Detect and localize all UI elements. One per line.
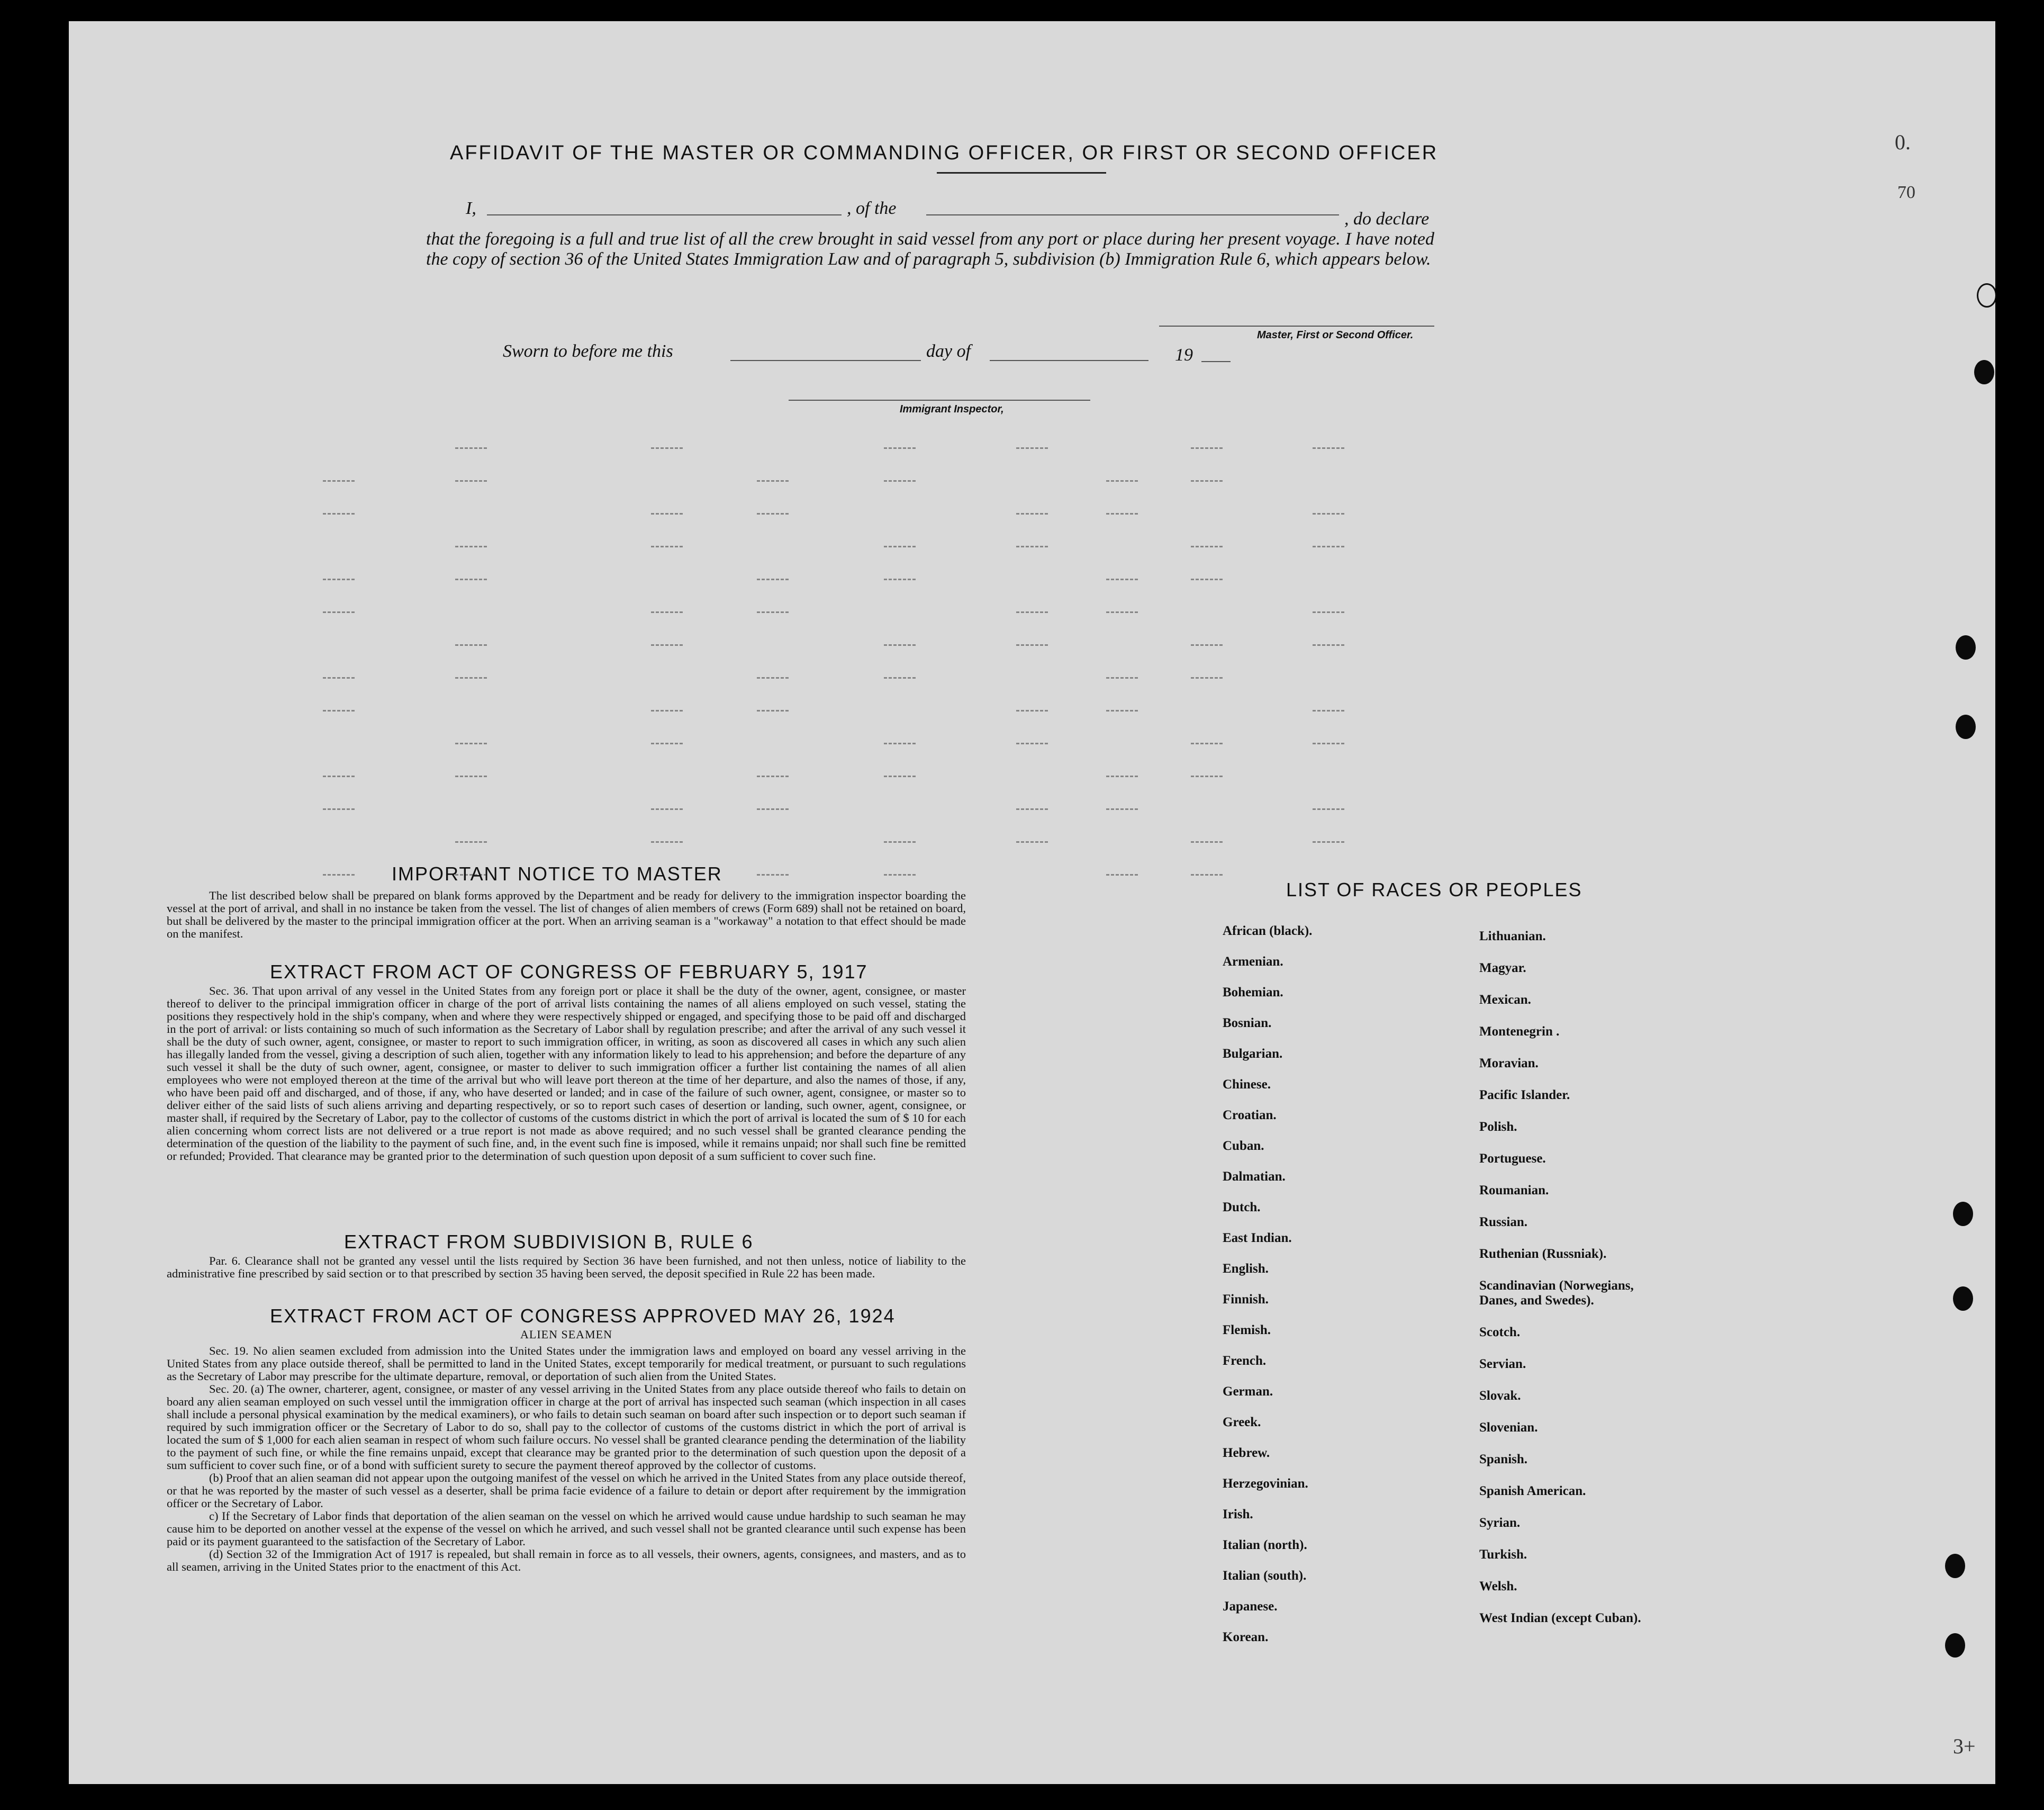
extract-1917-heading: EXTRACT FROM ACT OF CONGRESS OF FEBRUARY 5, 1917	[270, 961, 868, 983]
bleed-dash	[455, 743, 487, 744]
bleed-dash	[1016, 841, 1048, 843]
extract-1924-heading: EXTRACT FROM ACT OF CONGRESS APPROVED MAY 26, 1924	[270, 1305, 896, 1327]
binder-hole	[1956, 635, 1976, 660]
bleed-dash	[757, 710, 789, 712]
bleed-dash	[884, 480, 916, 482]
race-item: Bulgarian.	[1223, 1047, 1283, 1061]
margin-note-top-right-2: 70	[1897, 183, 1915, 202]
notice-text: The list described below shall be prepared on blank forms approved by the Department and be ready for delivery to the immigration inspector boarding the vessel at the port of arrival, and shall in no instance be taken from the vessel. The list of changes of alien members of crews (Form 689) shall not be retained on board, but shall be delivered by the master to the principal immigration officer at the port. When an arriving seaman is a "workaway" a notation to that effect should be made on the manifest.	[167, 889, 966, 940]
race-item: Spanish American.	[1479, 1484, 1586, 1498]
margin-note-bottom-right: 3+	[1953, 1734, 1976, 1758]
race-item: Mexican.	[1479, 993, 1531, 1007]
bleed-dash	[1016, 546, 1048, 547]
bleed-dash	[323, 710, 355, 712]
race-item: Magyar.	[1479, 961, 1526, 975]
bleed-dash	[455, 447, 487, 449]
race-item: German.	[1223, 1384, 1273, 1399]
bleed-dash	[1313, 710, 1344, 712]
bleed-dash	[323, 611, 355, 613]
race-item: Lithuanian.	[1479, 929, 1546, 943]
race-item: Scotch.	[1479, 1325, 1521, 1339]
bleed-dash	[1016, 644, 1048, 646]
bleed-dash	[455, 776, 487, 777]
binder-hole	[1953, 1202, 1973, 1226]
bleed-dash	[323, 677, 355, 679]
race-item: Spanish.	[1479, 1452, 1528, 1466]
bleed-dash	[1106, 611, 1138, 613]
sec-20a: Sec. 20. (a) The owner, charterer, agent, consignee, or master of any vessel arriving in the United States from any place outside thereof who fails to detain on board any alien seaman employed on such vessel until the immigration officer in charge at the port of arrival has inspected such seaman (which inspection in all cases shall include a personal physical examination by the medical examiners), or who fails to detain such seaman on board after such inspection or to deport such seaman if required by such immigration officer or the Secretary of Labor to do so, shall pay to the collector of customs of the customs district in which the port of arrival is located the sum of $ 1,000 for each alien seaman in respect of whom such failure occurs. No vessel shall be granted clearance pending the determination of the liability to the payment of such fine, or while the fine remains unpaid, except that clearance may be granted prior to the determination of such question upon the deposit of a sum sufficient to cover such fine, or of a bond with sufficient surety to secure the payment thereof approved by the collector of customs.	[167, 1382, 966, 1472]
binder-hole	[1956, 715, 1976, 739]
race-item: Armenian.	[1223, 954, 1283, 969]
bleed-dash	[884, 743, 916, 744]
bleed-dash	[323, 513, 355, 515]
inspector-line	[789, 400, 1090, 401]
vessel-blank	[926, 214, 1339, 215]
race-item: Hebrew.	[1223, 1446, 1270, 1460]
race-item: Italian (south).	[1223, 1569, 1307, 1583]
bleed-dash	[884, 841, 916, 843]
bleed-dash	[651, 611, 683, 613]
bleed-dash	[1313, 743, 1344, 744]
bleed-dash	[1106, 874, 1138, 876]
bleed-dash	[757, 513, 789, 515]
bleed-dash	[1106, 579, 1138, 580]
race-item: Syrian.	[1479, 1516, 1521, 1530]
race-item: Slovenian.	[1479, 1420, 1538, 1435]
race-item: Pacific Islander.	[1479, 1088, 1570, 1102]
bleed-dash	[1313, 546, 1344, 547]
bleed-dash	[1106, 480, 1138, 482]
bleed-dash	[757, 677, 789, 679]
binder-hole	[1977, 283, 1995, 308]
bleed-dash	[455, 677, 487, 679]
bleed-dash	[884, 874, 916, 876]
bleed-dash	[651, 644, 683, 646]
bleed-dash	[884, 447, 916, 449]
race-item: Portuguese.	[1479, 1151, 1546, 1166]
bleed-dash	[1106, 710, 1138, 712]
race-item: Russian.	[1479, 1215, 1528, 1229]
bleed-dash	[1106, 677, 1138, 679]
race-item: Welsh.	[1479, 1579, 1517, 1593]
binder-hole	[1974, 360, 1994, 384]
bleed-dash	[323, 808, 355, 810]
bleed-dash	[651, 841, 683, 843]
sworn-day-blank	[730, 360, 921, 361]
race-item: Croatian.	[1223, 1108, 1277, 1122]
bleed-dash	[884, 579, 916, 580]
bleed-dash	[1313, 447, 1344, 449]
affidavit-of-the: , of the	[847, 199, 897, 218]
race-item: Bosnian.	[1223, 1016, 1272, 1030]
bleed-dash	[323, 874, 355, 876]
day-of-label: day of	[926, 341, 971, 361]
extract-1917-text: Sec. 36. That upon arrival of any vessel in the United States from any foreign port or place it shall be the duty of the owner, agent, consignee, or master thereof to deliver to the principal immigration officer in charge of the port of arrival lists containing the names of all aliens employed on such vessel, stating the positions they respectively hold in the ship's company, when and where they were respectively shipped or engaged, and specifying those to be paid off and discharged in the port of arrival: or lists containing so much of such information as the Secretary of Labor shall by regulation prescribe; and after the arrival of any such vessel it shall be the duty of such owner, agent, consignee, or master to report to such immigration officer, in writing, as soon as discovered all cases in which any such alien has illegally landed from the vessel, giving a description of such alien, together with any information likely to lead to his apprehension; and before the departure of any such vessel it shall be the duty of such owner, agent, consignee, or master to deliver to such immigration officer a further list containing the names of all alien employees who were not employed thereon at the time of the arrival but who will leave port thereon at the time of her departure, and also the names of those, if any, who have been paid off and discharged, and of those, if any, who have deserted or landed; and in case of the failure of such owner, agent, consignee, or master so to deliver either of the said lists of such aliens arriving and departing respectively, or so to report such cases of desertion or landing, such owner, agent, consignee, or master shall, if required by the Secretary of Labor, pay to the collector of customs of the customs district in which the port of arrival is located the sum of $ 10 for each alien concerning whom correct lists are not delivered or a true report is not made as above required; and no such vessel shall be granted clearance pending the determination of the question of the liability to the payment of such fine, and, in the event such fine is imposed, while it remains unpaid; nor shall such fine be remitted or refunded; Provided. That clearance may be granted prior to the determination of such question upon deposit of a sum sufficient to cover such fine.	[167, 984, 966, 1163]
bleed-dash	[651, 546, 683, 547]
race-item: Moravian.	[1479, 1056, 1539, 1070]
bleed-dash	[757, 611, 789, 613]
bleed-dash	[455, 579, 487, 580]
race-item: Italian (north).	[1223, 1538, 1307, 1552]
race-item: Finnish.	[1223, 1292, 1269, 1307]
race-item: Dalmatian.	[1223, 1169, 1286, 1184]
race-item: English.	[1223, 1262, 1269, 1276]
race-item: Cuban.	[1223, 1139, 1264, 1153]
bleed-dash	[1016, 710, 1048, 712]
bleed-dash	[323, 480, 355, 482]
signature-line	[1159, 326, 1434, 327]
bleed-dash	[1191, 776, 1223, 777]
bleed-dash	[1313, 611, 1344, 613]
year-blank	[1201, 361, 1231, 362]
bleed-dash	[757, 579, 789, 580]
affidavit-do-declare: , do declare	[1344, 209, 1430, 229]
manifest-page	[69, 21, 1995, 1784]
bleed-dash	[1191, 841, 1223, 843]
bleed-dash	[1191, 644, 1223, 646]
bleed-dash	[1191, 677, 1223, 679]
rule6-text: Par. 6. Clearance shall not be granted any vessel until the lists required by Section 36 have been furnished, and not then unless, notice of liability to the administrative fine prescribed by said section or to that prescribed by section 35 having been served, the deposit specified in Rule 22 has been made.	[167, 1254, 966, 1280]
bleed-dash	[651, 513, 683, 515]
race-item: Turkish.	[1479, 1547, 1527, 1562]
race-item: Irish.	[1223, 1507, 1253, 1521]
race-item: East Indian.	[1223, 1231, 1292, 1245]
races-heading: LIST OF RACES OR PEOPLES	[1286, 879, 1582, 901]
race-item: Chinese.	[1223, 1077, 1271, 1092]
bleed-dash	[757, 480, 789, 482]
race-item: Ruthenian (Russniak).	[1479, 1247, 1607, 1261]
race-item: Herzegovinian.	[1223, 1476, 1308, 1491]
affidavit-declaration: that the foregoing is a full and true list of all the crew brought in said vessel from any port or place during her present voyage. I have noted the copy of section 36 of the United States Immigration Law and of paragraph 5, subdivision (b) Immigration Rule 6, which appears below.	[426, 229, 1434, 269]
bleed-dash	[757, 874, 789, 876]
affidavit-i-label: I,	[466, 199, 476, 218]
bleed-dash	[1106, 808, 1138, 810]
bleed-dash	[455, 480, 487, 482]
bleed-dash	[651, 447, 683, 449]
race-item: Servian.	[1479, 1357, 1526, 1371]
bleed-dash	[651, 743, 683, 744]
bleed-dash	[884, 776, 916, 777]
race-item: Korean.	[1223, 1630, 1269, 1644]
bleed-dash	[455, 841, 487, 843]
bleed-dash	[1016, 743, 1048, 744]
race-item: Dutch.	[1223, 1200, 1261, 1214]
race-item: Scandinavian (Norwegians, Danes, and Swedes).	[1479, 1278, 1634, 1308]
bleed-dash	[1313, 644, 1344, 646]
name-blank	[487, 214, 842, 215]
bleed-dash	[1106, 776, 1138, 777]
bleed-dash	[757, 808, 789, 810]
sec-19: Sec. 19. No alien seamen excluded from admission into the United States under the immigration laws and employed on board any vessel arriving in the United States from any place outside thereof, shall be permitted to land in the United States, except temporarily for medical treatment, or pursuant to such regulations as the Secretary of Labor may prescribe for the ultimate departure, removal, or deportation of such alien from the United States.	[167, 1344, 966, 1383]
alien-seamen-subheading: ALIEN SEAMEN	[520, 1328, 612, 1341]
race-item: Slovak.	[1479, 1389, 1521, 1403]
bleed-dash	[884, 677, 916, 679]
binder-hole	[1945, 1554, 1965, 1578]
bleed-dash	[651, 710, 683, 712]
bleed-dash	[1313, 513, 1344, 515]
sec-20c: c) If the Secretary of Labor finds that deportation of the alien seaman on the vessel on which he arrived would cause undue hardship to such seaman he may cause him to be deported on another vessel at the expense of the vessel on which he arrived, and such vessel shall not be granted clearance until such expense has been paid or its payment guaranteed to the satisfaction of the Secretary of Labor.	[167, 1509, 966, 1548]
bleed-dash	[1106, 513, 1138, 515]
inspector-caption: Immigrant Inspector,	[900, 403, 1004, 415]
bleed-dash	[1191, 743, 1223, 744]
bleed-dash	[1016, 611, 1048, 613]
bleed-dash	[323, 776, 355, 777]
rule6-heading: EXTRACT FROM SUBDIVISION B, RULE 6	[344, 1231, 754, 1253]
race-item: Greek.	[1223, 1415, 1261, 1429]
race-item: Flemish.	[1223, 1323, 1271, 1337]
race-item: French.	[1223, 1354, 1267, 1368]
binder-hole	[1953, 1286, 1973, 1311]
bleed-dash	[455, 546, 487, 547]
race-item: African (black).	[1223, 924, 1313, 938]
bleed-dash	[1313, 841, 1344, 843]
race-item: Japanese.	[1223, 1599, 1278, 1614]
bleed-dash	[1016, 513, 1048, 515]
binder-hole	[1945, 1633, 1965, 1658]
sec-20d: (d) Section 32 of the Immigration Act of 1917 is repealed, but shall remain in force as to all vessels, their owners, agents, consignees, and masters, and as to all seamen, arriving in the United States prior to the enactment of this Act.	[167, 1547, 966, 1573]
race-item: Polish.	[1479, 1120, 1517, 1134]
bleed-dash	[884, 546, 916, 547]
bleed-dash	[455, 644, 487, 646]
bleed-dash	[651, 808, 683, 810]
race-item: Bohemian.	[1223, 985, 1283, 999]
bleed-dash	[1191, 579, 1223, 580]
race-item: West Indian (except Cuban).	[1479, 1611, 1641, 1625]
sec-20b: (b) Proof that an alien seaman did not appear upon the outgoing manifest of the vessel on which he arrived in the United States from any place outside thereof, or that he was reported by the master of such vessel as a deserter, shall be prima facie evidence of a failure to detain or deport after requirement by the immigration officer or the Secretary of Labor.	[167, 1471, 966, 1510]
year-prefix: 19	[1175, 345, 1193, 365]
race-item: Montenegrin .	[1479, 1024, 1560, 1039]
bleed-dash	[1016, 808, 1048, 810]
race-item: Roumanian.	[1479, 1183, 1549, 1197]
bleed-dash	[1016, 447, 1048, 449]
notice-heading: IMPORTANT NOTICE TO MASTER	[392, 863, 722, 885]
extract-1924-text	[167, 1345, 966, 1573]
bleed-dash	[1191, 480, 1223, 482]
bleed-dash	[884, 644, 916, 646]
bleed-dash	[1191, 447, 1223, 449]
sworn-label: Sworn to before me this	[503, 341, 673, 361]
bleed-dash	[1191, 546, 1223, 547]
signature-caption: Master, First or Second Officer.	[1257, 329, 1414, 341]
bleed-dash	[757, 776, 789, 777]
title-underline	[937, 172, 1106, 174]
month-blank	[990, 360, 1148, 361]
bleed-dash	[1191, 874, 1223, 876]
affidavit-title: AFFIDAVIT OF THE MASTER OR COMMANDING OFFICER, OR FIRST OR SECOND OFFICER	[450, 142, 1439, 164]
margin-note-top-right: 0.	[1895, 130, 1911, 154]
bleed-dash	[1313, 808, 1344, 810]
bleed-dash	[323, 579, 355, 580]
